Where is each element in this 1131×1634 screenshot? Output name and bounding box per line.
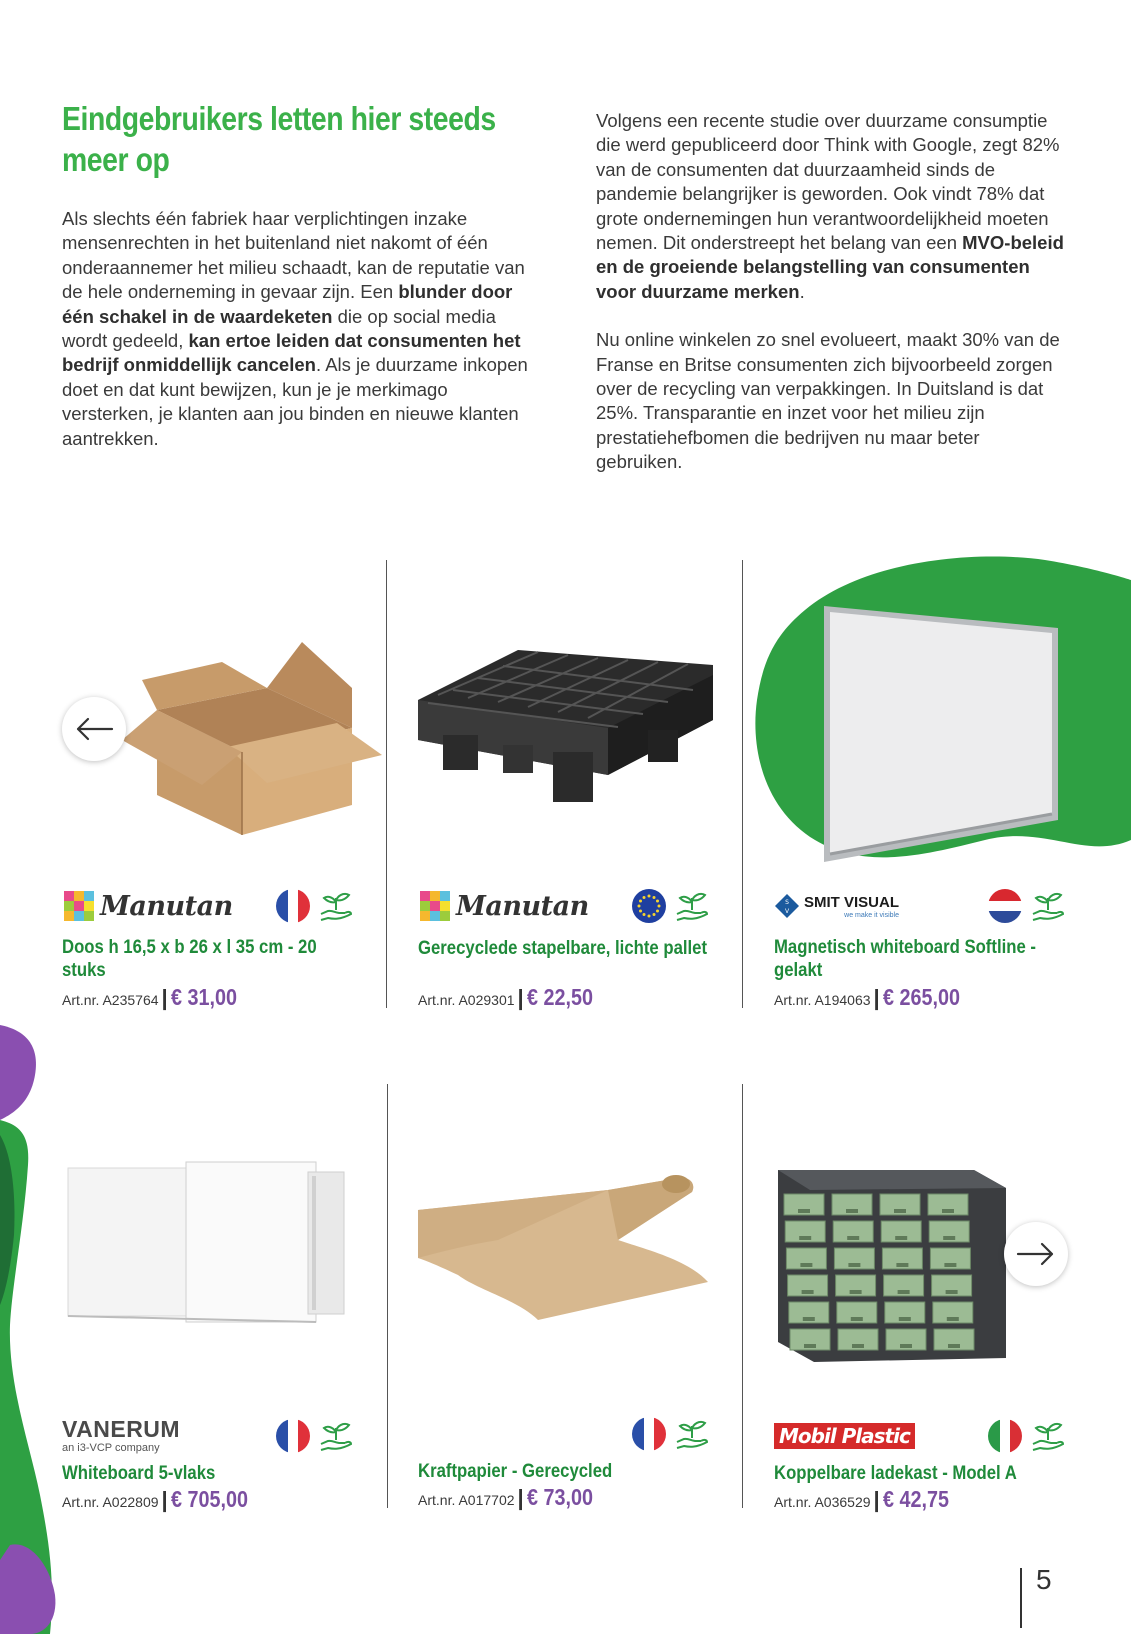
figure-left-edge xyxy=(0,1025,70,1634)
drawer-handle xyxy=(803,1317,815,1321)
drawer-handle xyxy=(852,1344,864,1348)
page-number-divider xyxy=(1020,1568,1022,1628)
brand-logo-smit-visual xyxy=(774,888,899,924)
right-paragraph-2: Nu online winkelen zo snel evolueert, maakt 30% van de Franse en Britse consumenten zich bijvoorbeeld zorgen over de recycling van verpakkingen. In Duitsland is dat 25%. Transparantie en inzet voor het milieu zijn prestatiehefbomen die bedrijven nu maar beter gebruiken. xyxy=(596,329,1060,473)
product-price: € 73,00 xyxy=(526,1484,593,1510)
brand-name: Manutan xyxy=(100,890,233,922)
product-name[interactable]: Koppelbare ladekast - Model A xyxy=(774,1463,1017,1484)
drawer-handle xyxy=(847,1236,859,1240)
brand-name: Manutan xyxy=(456,890,589,922)
product-meta-row xyxy=(62,1418,362,1454)
product-meta-row xyxy=(62,888,362,924)
drawer-handle xyxy=(896,1263,908,1267)
pallet-icon xyxy=(418,610,738,860)
right-column-text xyxy=(596,109,1071,499)
left-paragraph: Als slechts één fabriek haar verplichtingen inzake mensenrechten in het buitenland niet nakomt of één onderaannemer het milieu schaadt, kan de reputatie van de hele onderneming in gevaar zijn. Een blunder door één schakel in de waardeketen die op social media wordt gedeeld, kan ertoe leiden dat consumenten het bedrijf onmiddellijk cancelen. Als je duurzame inkopen doet en dat kunt bewijzen, kun je je merkimago versterken, je klanten aan jou binden en nieuwe klanten aantrekken. xyxy=(62,208,528,449)
brand-tagline: we make it visible xyxy=(844,911,900,919)
kraft-paper-roll-icon xyxy=(418,1150,738,1350)
flag-eu-icon xyxy=(632,889,666,923)
product-meta-row xyxy=(774,888,1074,924)
page-number: 5 xyxy=(1036,1564,1052,1595)
drawer-handle xyxy=(944,1263,956,1267)
product-price: € 42,75 xyxy=(882,1486,949,1512)
carousel-prev-button[interactable] xyxy=(62,697,126,761)
separator: | xyxy=(873,985,880,1010)
drawer-handle xyxy=(943,1236,955,1240)
flag-france-icon xyxy=(276,889,310,923)
drawer-handle xyxy=(942,1209,954,1213)
divider-row2-b xyxy=(742,1084,743,1508)
product-name[interactable]: Gerecyclede stapelbare, lichte pallet xyxy=(418,938,708,959)
product-price: € 31,00 xyxy=(170,984,237,1010)
brand-logo-vanerum xyxy=(62,1418,180,1454)
flag-france-icon xyxy=(632,1417,666,1451)
product-name[interactable]: Magnetisch whiteboard Softline - gelakt xyxy=(774,937,1036,981)
drawer-handle xyxy=(850,1290,862,1294)
product-price: € 705,00 xyxy=(170,1486,248,1512)
page-heading: Eindgebruikers letten hier steeds meer op xyxy=(62,100,496,178)
divider-row2-a xyxy=(387,1084,388,1508)
eco-hand-plant-icon xyxy=(674,1416,710,1452)
product-price-row xyxy=(774,984,972,1011)
drawer-handle xyxy=(799,1236,811,1240)
brand-name: SMIT VISUAL xyxy=(804,893,900,911)
drawer-handle xyxy=(848,1263,860,1267)
drawer-handle xyxy=(798,1209,810,1213)
carousel-next-button[interactable] xyxy=(1004,1222,1068,1286)
product-price-row xyxy=(418,1484,603,1511)
manutan-cube-icon xyxy=(62,889,96,923)
drawer-handle xyxy=(800,1263,812,1267)
product-name[interactable]: Whiteboard 5-vlaks xyxy=(62,1463,216,1484)
drawer-handle xyxy=(947,1317,959,1321)
arrow-left-icon xyxy=(74,717,114,741)
eco-hand-plant-icon xyxy=(318,1418,354,1454)
right-paragraph-1: Volgens een recente studie over duurzame consumptie die werd gepubliceerd door Think with Google, zegt 82% van de consumenten dat duurzaamheid sinds de pandemie belangrijker is geworden. Ook vindt 78% dat grote ondernemingen hun verantwoordelijkheid moeten nemen. Dit onderstreept het belang van een MVO-beleid en de groeiende belangstelling van consumenten voor duurzame merken. xyxy=(596,110,1064,302)
drawer-handle xyxy=(851,1317,863,1321)
article-number: Art.nr. A194063 xyxy=(774,992,871,1008)
brand-tagline: an i3-VCP company xyxy=(62,1442,160,1454)
separator: | xyxy=(517,1485,524,1510)
brand-logo-mobil-plastic xyxy=(774,1418,915,1454)
separator: | xyxy=(161,985,168,1010)
drawer-handle xyxy=(948,1344,960,1348)
product-price-row xyxy=(62,1486,260,1513)
product-meta-row xyxy=(418,888,718,924)
brand-name: VANERUM xyxy=(62,1416,181,1442)
product-price-row xyxy=(62,984,247,1011)
product-meta-row xyxy=(774,1418,1074,1454)
article-number: Art.nr. A029301 xyxy=(418,992,515,1008)
product-image-kraftpapier xyxy=(418,1150,738,1400)
product-meta-row xyxy=(418,1416,718,1452)
product-name[interactable]: Doos h 16,5 x b 26 x l 35 cm - 20 stuks xyxy=(62,937,317,981)
arrow-right-icon xyxy=(1016,1242,1056,1266)
product-price: € 22,50 xyxy=(526,984,593,1010)
article-number: Art.nr. A036529 xyxy=(774,1494,871,1510)
left-column-text xyxy=(62,207,542,475)
product-name[interactable]: Kraftpapier - Gerecycled xyxy=(418,1461,613,1482)
divider-row1-b xyxy=(742,560,743,1008)
separator: | xyxy=(161,1487,168,1512)
eco-hand-plant-icon xyxy=(318,888,354,924)
whiteboard-icon xyxy=(774,600,1094,870)
folding-whiteboard-icon xyxy=(62,1150,382,1350)
svg-text:S: S xyxy=(785,899,789,906)
article-number: Art.nr. A235764 xyxy=(62,992,159,1008)
brand-logo-manutan xyxy=(418,888,589,924)
smit-visual-diamond-icon xyxy=(774,893,800,919)
separator: | xyxy=(517,985,524,1010)
drawer-handle xyxy=(946,1290,958,1294)
flag-netherlands-icon xyxy=(988,889,1022,923)
product-image-whiteboard-5-vlaks xyxy=(62,1150,382,1400)
drawer-handle xyxy=(895,1236,907,1240)
drawer-handle xyxy=(899,1317,911,1321)
svg-text:V: V xyxy=(784,908,790,915)
product-price-row xyxy=(774,1486,959,1513)
article-number: Art.nr. A017702 xyxy=(418,1492,515,1508)
flag-italy-icon xyxy=(988,1419,1022,1453)
eco-hand-plant-icon xyxy=(1030,888,1066,924)
brand-logo-manutan xyxy=(62,888,233,924)
product-image-whiteboard xyxy=(774,600,1094,850)
divider-row1-a xyxy=(386,560,387,1008)
product-price: € 265,00 xyxy=(882,984,960,1010)
eco-hand-plant-icon xyxy=(674,888,710,924)
drawer-handle xyxy=(802,1290,814,1294)
flag-france-icon xyxy=(276,1419,310,1453)
eco-hand-plant-icon xyxy=(1030,1418,1066,1454)
article-number: Art.nr. A022809 xyxy=(62,1494,159,1510)
drawer-handle xyxy=(894,1209,906,1213)
product-image-pallet xyxy=(418,610,738,860)
drawer-handle xyxy=(898,1290,910,1294)
drawer-handle xyxy=(846,1209,858,1213)
drawer-handle xyxy=(900,1344,912,1348)
separator: | xyxy=(873,1487,880,1512)
product-price-row xyxy=(418,984,603,1011)
drawer-handle xyxy=(804,1344,816,1348)
manutan-cube-icon xyxy=(418,889,452,923)
brand-name: Mobil Plastic xyxy=(774,1423,915,1449)
